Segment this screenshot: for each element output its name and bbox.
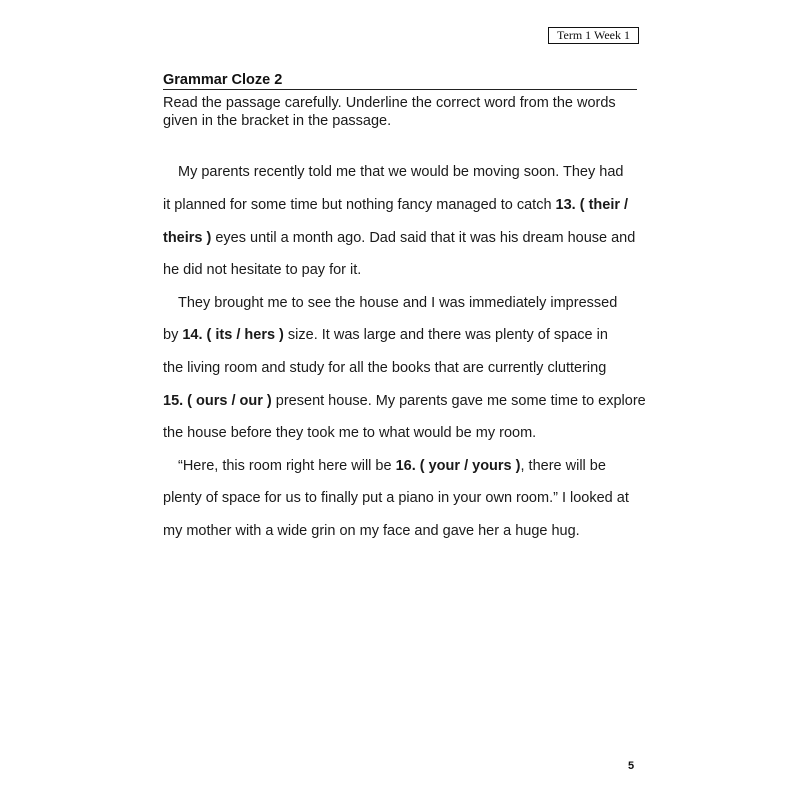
passage-line bbox=[163, 423, 536, 443]
passage-text: “Here, this room right here will be bbox=[178, 458, 396, 474]
passage-text: the living room and study for all the books that are currently cluttering bbox=[163, 360, 607, 376]
passage-text: my mother with a wide grin on my face and gave her a huge hug. bbox=[163, 523, 580, 539]
passage-line bbox=[163, 391, 646, 411]
passage-line bbox=[163, 358, 606, 378]
passage-text: the house before they took me to what would be my room. bbox=[163, 425, 537, 441]
passage-line bbox=[163, 325, 608, 345]
passage-line bbox=[178, 293, 617, 313]
passage-line bbox=[163, 195, 628, 215]
passage-text: , there will be bbox=[520, 458, 606, 474]
passage-line bbox=[163, 228, 635, 248]
passage-text: size. It was large and there was plenty of space in bbox=[283, 327, 608, 343]
passage-line bbox=[163, 260, 361, 280]
passage-text: eyes until a month ago. Dad said that it was his dream house and bbox=[211, 230, 636, 246]
passage-line bbox=[178, 456, 606, 476]
cloze-question: 16. ( your / yours ) bbox=[395, 458, 521, 474]
passage-line bbox=[178, 162, 623, 182]
page-number: 5 bbox=[628, 760, 635, 772]
cloze-question: theirs ) bbox=[163, 230, 212, 246]
passage-text: They brought me to see the house and I was immediately impressed bbox=[178, 295, 618, 311]
cloze-question: 14. ( its / hers ) bbox=[182, 327, 284, 343]
passage-text: he did not hesitate to pay for it. bbox=[163, 262, 362, 278]
passage-text: My parents recently told me that we would be moving soon. They had bbox=[178, 164, 624, 180]
cloze-question: 13. ( their / bbox=[555, 197, 629, 213]
passage-text: by bbox=[163, 327, 183, 343]
cloze-question: 15. ( ours / our ) bbox=[163, 393, 272, 409]
passage-line bbox=[163, 521, 580, 541]
passage-line bbox=[163, 488, 629, 508]
exercise-instructions: Read the passage carefully. Underline the correct word from the words given in the bracket in the passage. bbox=[163, 95, 616, 129]
passage-text: present house. My parents gave me some time to explore bbox=[271, 393, 646, 409]
term-week-badge: Term 1 Week 1 bbox=[548, 27, 639, 44]
exercise-title: Grammar Cloze 2 bbox=[163, 72, 637, 90]
passage-text: it planned for some time but nothing fancy managed to catch bbox=[163, 197, 556, 213]
passage-text: plenty of space for us to finally put a piano in your own room.” I looked at bbox=[163, 490, 629, 506]
